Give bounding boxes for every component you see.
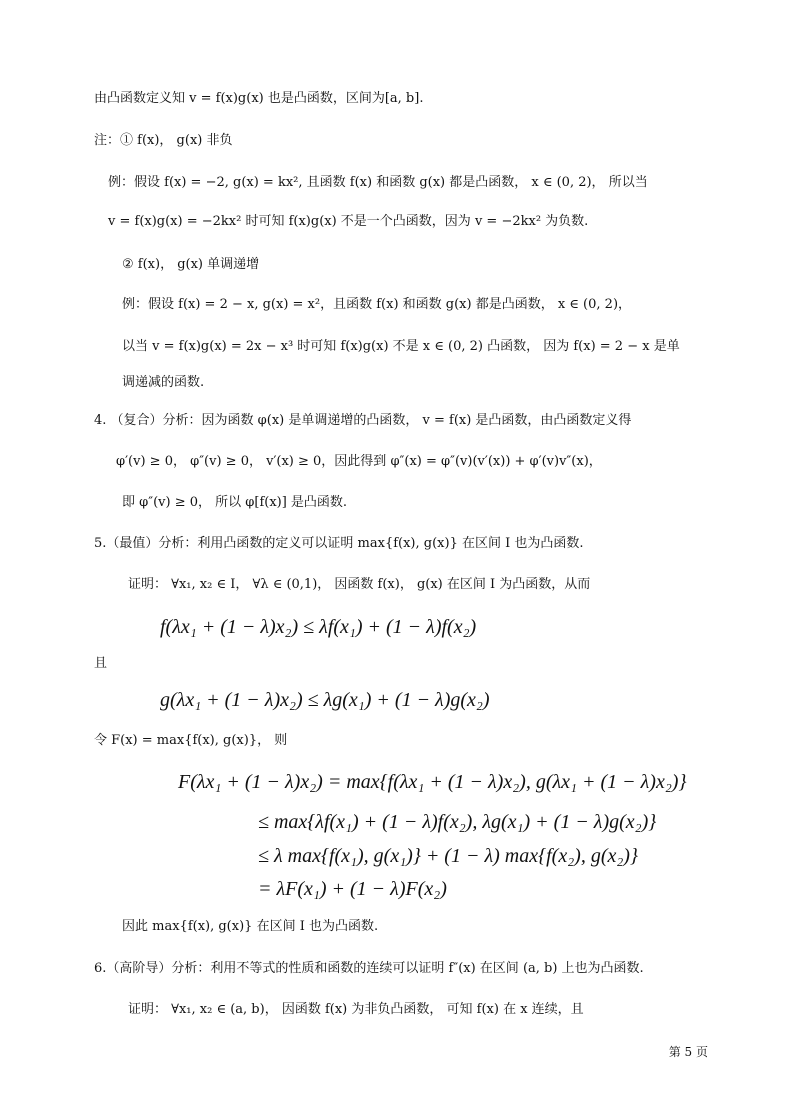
text-line-15: 且: [94, 656, 108, 671]
text-line-17: 令 F(x) = max{f(x), g(x)}， 则: [94, 733, 288, 748]
text-line-1: 由凸函数定义知 v = f(x)g(x) 也是凸函数，区间为[a, b].: [94, 91, 424, 106]
equation-F-line-2: ≤ max{λf(x₁) + (1 − λ)f(x₂), λg(x₁) + (1 − λ)g(x₂)}: [258, 811, 657, 833]
text-line-3: 例：假设 f(x) = −2, g(x) = kx², 且函数 f(x) 和函数 g(x) 都是凸函数， x ∈ (0, 2)， 所以当: [108, 175, 648, 190]
text-line-12: 5.（最值）分析：利用凸函数的定义可以证明 max{f(x), g(x)} 在区间 I 也为凸函数.: [94, 536, 584, 551]
text-line-4: v = f(x)g(x) = −2kx² 时可知 f(x)g(x) 不是一个凸函数，因为 v = −2kx² 为负数.: [108, 214, 589, 229]
text-line-5: ② f(x)， g(x) 单调递增: [122, 257, 260, 272]
text-line-10: φ′(v) ≥ 0， φ″(v) ≥ 0， v′(x) ≥ 0，因此得到 φ″(x) = φ″(v)(v′(x)) + φ′(v)v″(x)，: [116, 454, 602, 469]
text-line-2: 注：① f(x)， g(x) 非负: [94, 133, 233, 148]
equation-f-convexity: f(λx₁ + (1 − λ)x₂) ≤ λf(x₁) + (1 − λ)f(x₂): [160, 616, 477, 638]
equation-g-convexity: g(λx₁ + (1 − λ)x₂) ≤ λg(x₁) + (1 − λ)g(x₂): [160, 689, 490, 711]
text-line-6: 例：假设 f(x) = 2 − x, g(x) = x²，且函数 f(x) 和函数 g(x) 都是凸函数， x ∈ (0, 2)，: [122, 297, 632, 312]
text-line-23: 6.（高阶导）分析：利用不等式的性质和函数的连续可以证明 f″(x) 在区间 (a, b) 上也为凸函数.: [94, 961, 644, 976]
equation-F-line-3: ≤ λ max{f(x₁), g(x₁)} + (1 − λ) max{f(x₂), g(x₂)}: [258, 845, 638, 867]
text-line-11: 即 φ″(v) ≥ 0， 所以 φ[f(x)] 是凸函数.: [122, 495, 348, 510]
text-line-8: 调递减的函数.: [122, 375, 205, 390]
text-line-13: 证明： ∀x₁, x₂ ∈ I， ∀λ ∈ (0,1)， 因函数 f(x)， g(x) 在区间 I 为凸函数，从而: [128, 577, 591, 592]
text-line-22: 因此 max{f(x), g(x)} 在区间 I 也为凸函数.: [122, 919, 379, 934]
equation-F-line-1: F(λx₁ + (1 − λ)x₂) = max{f(λx₁ + (1 − λ)x₂), g(λx₁ + (1 − λ)x₂)}: [178, 771, 687, 793]
equation-F-line-4: = λF(x₁) + (1 − λ)F(x₂): [258, 878, 447, 900]
text-line-7: 以当 v = f(x)g(x) = 2x − x³ 时可知 f(x)g(x) 不是 x ∈ (0, 2) 凸函数， 因为 f(x) = 2 − x 是单: [122, 339, 680, 354]
page-footer: 第 5 页: [668, 1045, 708, 1059]
text-line-9: 4. （复合）分析：因为函数 φ(x) 是单调递增的凸函数， v = f(x) 是凸函数，由凸函数定义得: [94, 413, 632, 428]
text-line-24: 证明： ∀x₁, x₂ ∈ (a, b)， 因函数 f(x) 为非负凸函数， 可知 f(x) 在 x 连续，且: [128, 1002, 584, 1017]
